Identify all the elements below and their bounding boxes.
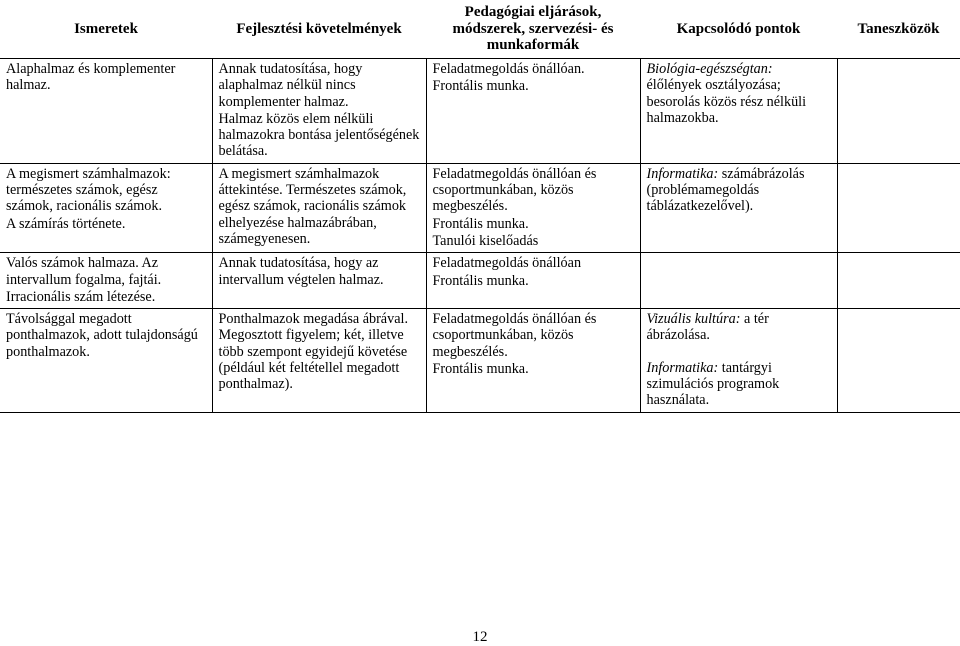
cell-text: [647, 166, 831, 215]
taneszkozok-cell: [837, 59, 960, 164]
ismeretek-cell: [0, 163, 212, 252]
fejlesztesi-cell: [212, 253, 426, 309]
cell-text: Feladatmegoldás önállóan.: [432, 61, 585, 77]
ismeretek-cell: [0, 253, 212, 309]
subject-text: a tér ábrázolása.: [646, 311, 769, 344]
subject-label: Vizuális kultúra:: [646, 311, 741, 328]
cell-text: Feladatmegoldás önállóan és csoportmunkában, közös megbeszélés.: [432, 165, 597, 215]
cell-text: Irracionális szám létezése.: [6, 288, 156, 305]
cell-text: A számírás története.: [6, 215, 126, 232]
fejlesztesi-cell: [212, 163, 426, 252]
cell-text: Frontális munka.: [432, 215, 529, 232]
header-ismeretek: Ismeretek: [74, 20, 138, 37]
subject-text: élőlények osztályozása; besorolás közös rész nélküli halmazokba.: [646, 77, 807, 126]
pedagogiai-cell: [426, 163, 640, 252]
cell-text: Feladatmegoldás önállóan és csoportmunkában, közös megbeszélés.: [432, 311, 597, 360]
cell-text: Annak tudatosítása, hogy az intervallum végtelen halmaz.: [218, 255, 384, 288]
pedagogiai-cell: [426, 309, 640, 412]
page-number: 12: [472, 629, 488, 645]
table-row: [0, 309, 960, 412]
fejlesztesi-cell: [212, 59, 426, 164]
cell-text: Ponthalmazok megadása ábrával. Megosztott figyelem; két, illetve több szempont egyidejű követése (például két feltétellel megadott ponthalmaz).: [218, 311, 408, 393]
taneszkozok-cell: [837, 309, 960, 412]
cell-text: A megismert számhalmazok áttekintése. Természetes számok, egész számok, racionális számok elhelyezése halmazábrában, számegyenesen.: [218, 165, 407, 247]
table-row: [0, 59, 960, 164]
fejlesztesi-cell: [212, 309, 426, 412]
subject-text: számábrázolás (problémamegoldás táblázatkezelővel).: [646, 165, 805, 215]
subject-text: tantárgyi szimulációs programok használata.: [646, 359, 780, 409]
cell-text: [647, 61, 831, 126]
cell-text: Halmaz közös elem nélküli halmazokra bontása jelentőségének belátása.: [218, 110, 420, 160]
cell-text: Annak tudatosítása, hogy alaphalmaz nélkül nincs komplementer halmaz.: [218, 61, 363, 110]
kapcsolodasi-cell: [640, 309, 837, 412]
cell-text: Frontális munka.: [432, 78, 529, 95]
header-row: [0, 0, 960, 59]
table-row: [0, 253, 960, 309]
ismeretek-cell: [0, 59, 212, 164]
cell-text: Frontális munka.: [432, 361, 529, 378]
subject-label: Biológia-egészségtan:: [646, 61, 773, 77]
pedagogiai-cell: [426, 253, 640, 309]
taneszkozok-cell: [837, 253, 960, 309]
cell-text: Tanulói kiselőadás: [432, 232, 539, 249]
cell-text: A megismert számhalmazok: természetes számok, egész számok, racionális számok.: [6, 165, 171, 215]
header-kapcsolodo-pontok: Kapcsolódó pontok: [676, 20, 801, 37]
cell-text: [647, 360, 831, 409]
cell-text: Valós számok halmaza. Az intervallum fogalma, fajtái.: [6, 255, 162, 288]
cell-text: [647, 311, 831, 344]
kapcsolodasi-cell: [640, 59, 837, 164]
cell-text: Feladatmegoldás önállóan: [432, 255, 582, 272]
cell-text: Alaphalmaz és komplementer halmaz.: [6, 61, 176, 94]
ismeretek-cell: [0, 309, 212, 412]
header-pedagogiai-eljarasok: Pedagógiai eljárások, módszerek, szervezési- és munkaformák: [452, 4, 614, 54]
kapcsolodasi-cell: [640, 163, 837, 252]
kapcsolodasi-cell: [640, 253, 837, 309]
table-row: [0, 163, 960, 252]
cell-text: Távolsággal megadott ponthalmazok, adott tulajdonságú ponthalmazok.: [6, 311, 198, 360]
header-taneszkozok: Taneszközök: [857, 20, 940, 37]
subject-label: Informatika:: [646, 165, 719, 182]
header-fejlesztesi-kovetelmenyek: Fejlesztési követelmények: [236, 20, 402, 37]
taneszkozok-cell: [837, 163, 960, 252]
cell-text: Frontális munka.: [432, 272, 529, 289]
subject-label: Informatika:: [646, 359, 719, 376]
pedagogiai-cell: [426, 59, 640, 164]
